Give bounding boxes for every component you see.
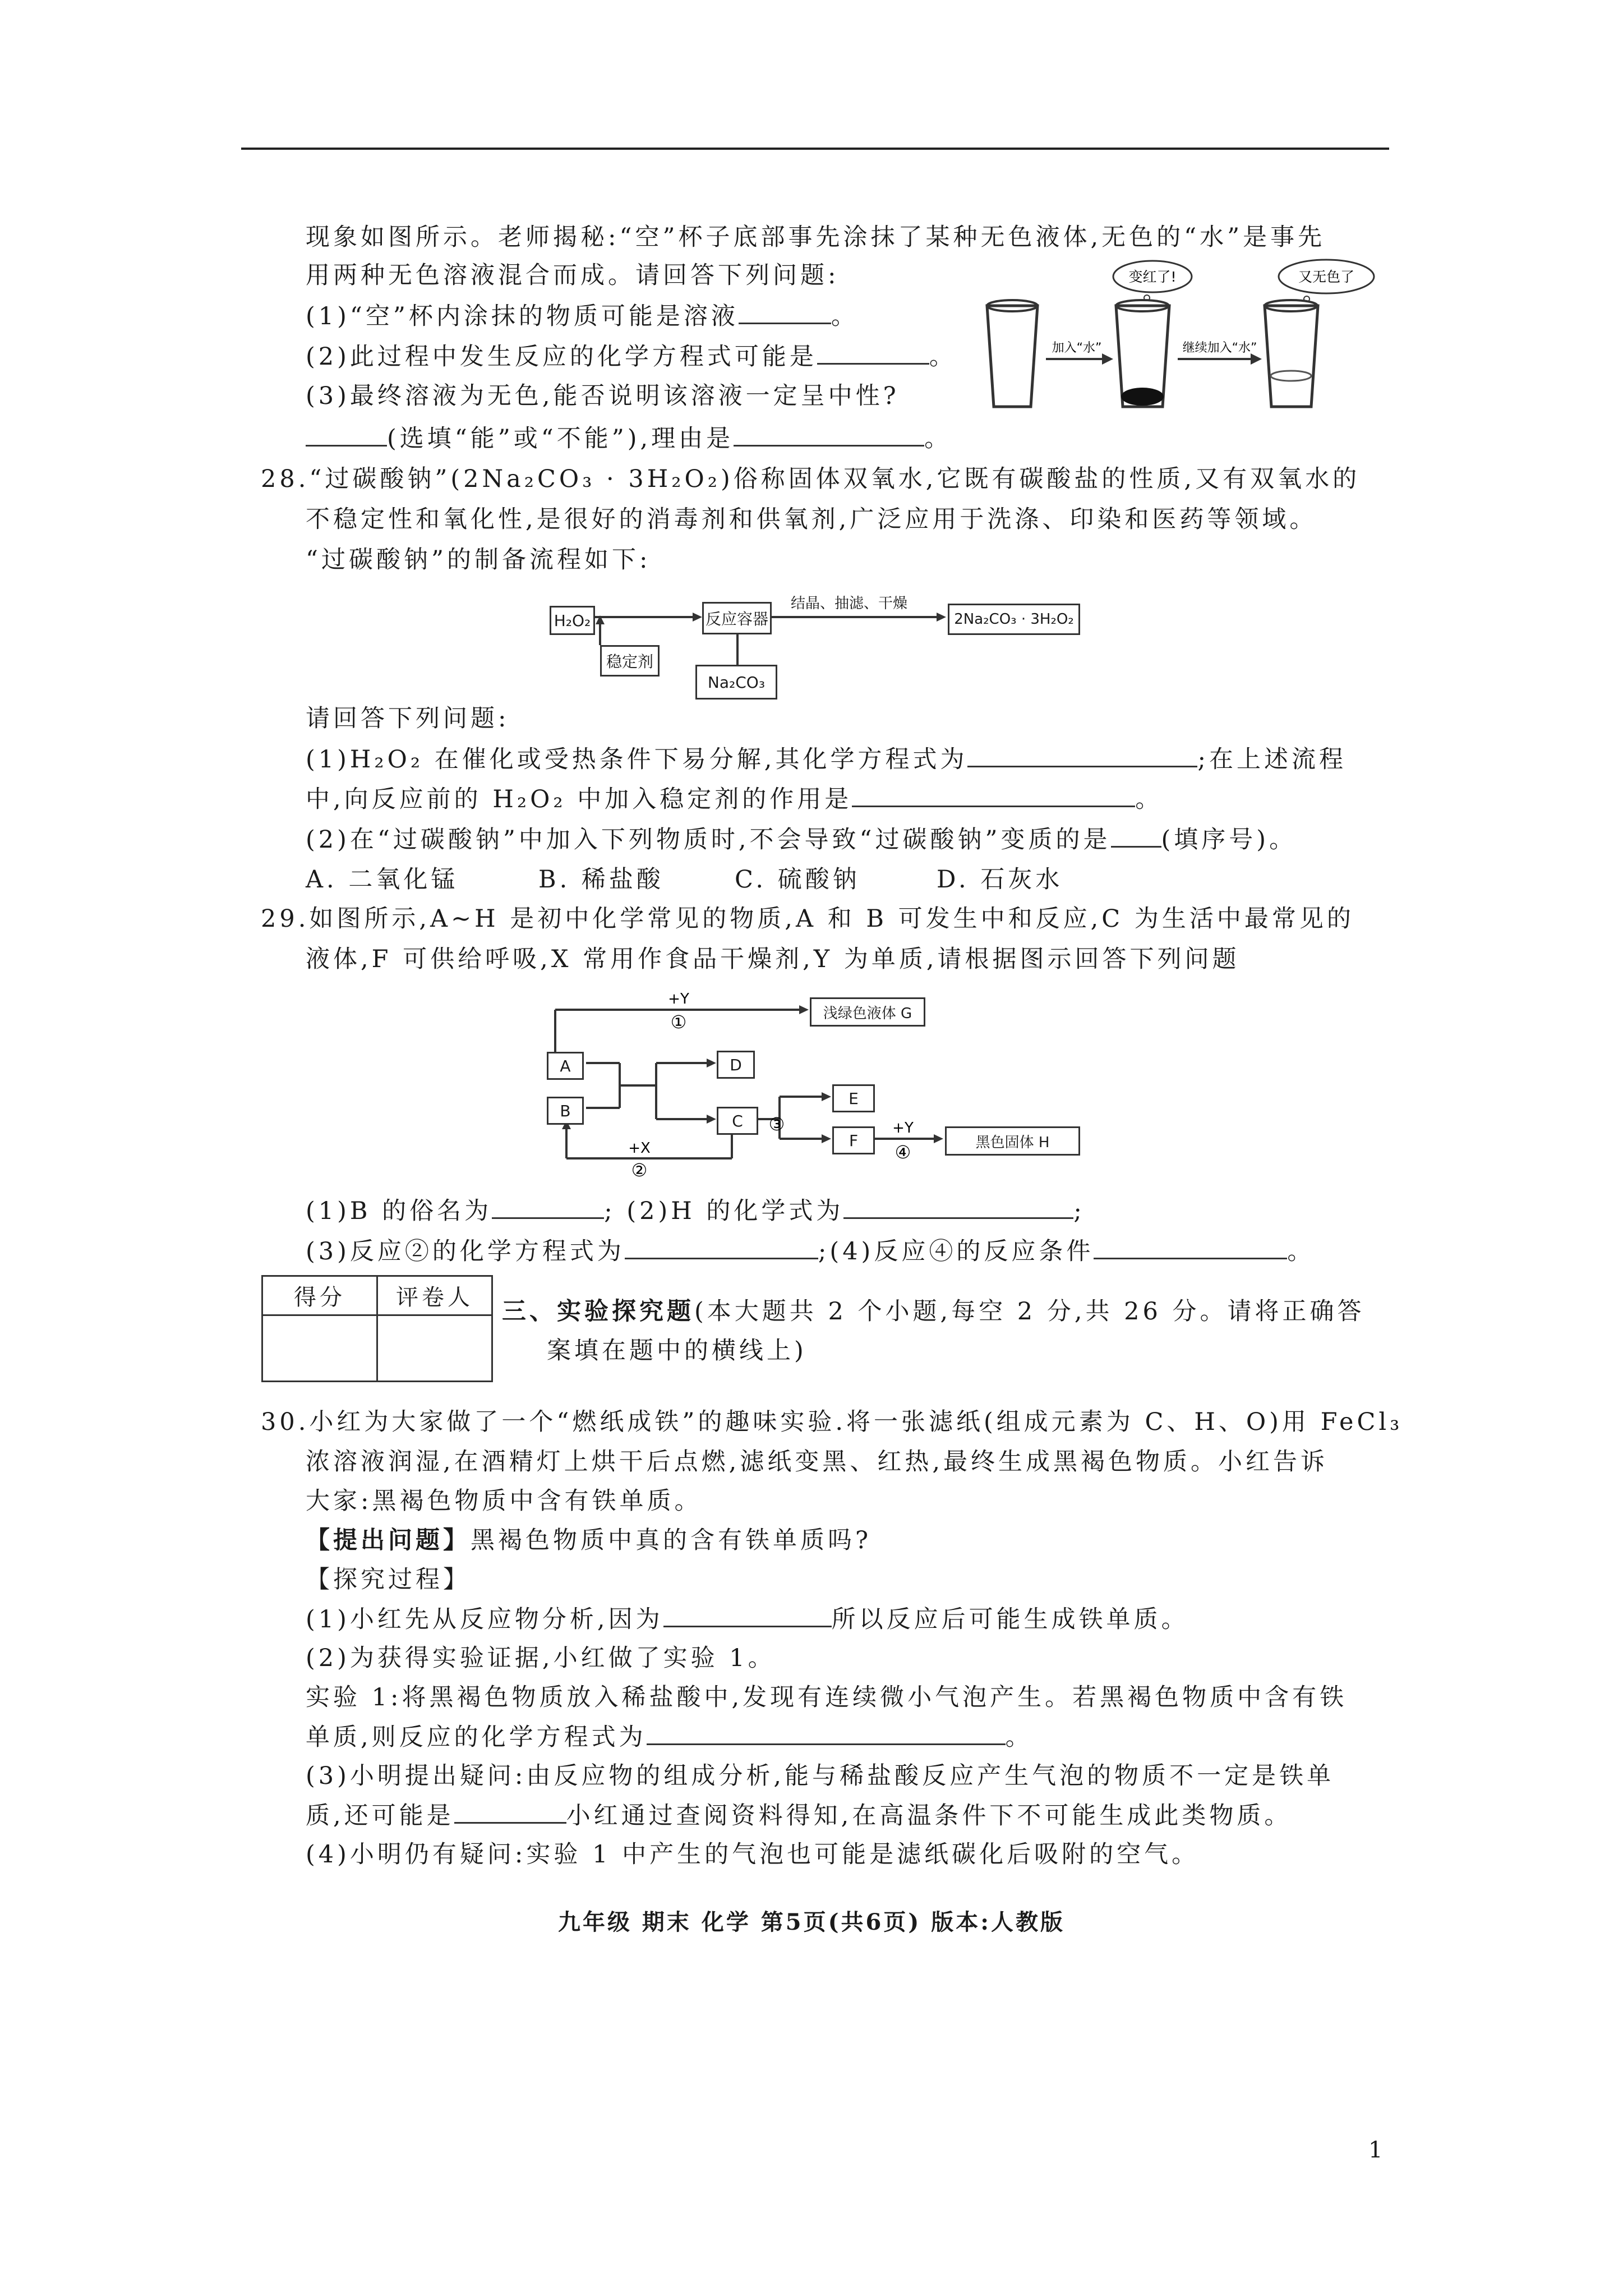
q30-part3a: (3)小明提出疑问:由反应物的组成分析,能与稀盐酸反应产生气泡的物质不一定是铁单 — [306, 1762, 1335, 1790]
q30-line3: 大家:黑褐色物质中含有铁单质。 — [306, 1487, 702, 1515]
flow-na2co3-box: Na₂CO₃ — [695, 665, 777, 700]
q30-process-label: 【探究过程】 — [306, 1566, 471, 1594]
q27-blank3b[interactable] — [734, 422, 924, 447]
q30-exp1-line2: 单质,则反应的化学方程式为 。 — [306, 1721, 1033, 1753]
arrow-add-water: 加入“水” — [1052, 341, 1102, 355]
q30-line2: 浓溶液润湿,在酒精灯上烘干后点燃,滤纸变黑、红热,最终生成黑褐色物质。小红告诉 — [306, 1448, 1329, 1476]
q28-option-b: B. 稀盐酸 — [538, 866, 664, 894]
score-label: 得分 — [262, 1276, 377, 1315]
q27-blank1[interactable] — [739, 300, 831, 324]
arrow-add-more-water: 继续加入“水” — [1182, 341, 1257, 355]
q29-line2: 液体,F 可供给呼吸,X 常用作食品干燥剂,Y 为单质,请根据图示回答下列问题 — [306, 945, 1240, 973]
q28-line1: 28.“过碳酸钠”(2Na₂CO₃ · 3H₂O₂)俗称固体双氧水,它既有碳酸盐的性质,又有双氧水的 — [261, 465, 1361, 493]
q28-option-c: C. 硫酸钠 — [735, 866, 860, 894]
q29-parts-3-4: (3)反应②的化学方程式为 ;(4)反应④的反应条件 。 — [306, 1235, 1315, 1267]
q30-part2: (2)为获得实验证据,小红做了实验 1。 — [306, 1644, 776, 1672]
q29-blank3[interactable] — [625, 1235, 818, 1259]
q28-blank1b[interactable] — [852, 783, 1135, 807]
page-number: 1 — [1368, 2137, 1383, 2163]
q28-blank2[interactable] — [1111, 823, 1161, 848]
q28-part1b: 中,向反应前的 H₂O₂ 中加入稳定剂的作用是 。 — [306, 783, 1163, 815]
q29-line1: 29.如图所示,A~H 是初中化学常见的物质,A 和 B 可发生中和反应,C 为生活中最常见的 — [261, 905, 1354, 933]
page-footer: 九年级 期末 化学 第5页(共6页) 版本:人教版 — [558, 1909, 1065, 1935]
q28-options — [306, 864, 1063, 895]
label-r3: ③ — [768, 1114, 785, 1135]
node-d: D — [717, 1051, 755, 1079]
node-a: A — [547, 1052, 584, 1080]
q30-question: 【提出问题】黑褐色物质中真的含有铁单质吗? — [306, 1526, 872, 1554]
label-r1: ① — [670, 1011, 687, 1033]
q30-part3b: 质,还可能是 小红通过查阅资料得知,在高温条件下不可能生成此类物质。 — [306, 1800, 1292, 1832]
label-plus-y-top: +Y — [668, 991, 689, 1007]
label-plus-x: +X — [628, 1140, 651, 1157]
node-b: B — [547, 1097, 584, 1125]
section3-desc2: 案填在题中的横线上) — [547, 1337, 807, 1365]
q30-blank3[interactable] — [454, 1800, 566, 1824]
header-rule — [241, 148, 1389, 150]
reviewer-label: 评卷人 — [377, 1276, 492, 1315]
flow-h2o2-box: H₂O₂ — [550, 606, 595, 635]
section3-heading: 三、实验探究题(本大题共 2 个小题,每空 2 分,共 26 分。请将正确答 — [502, 1297, 1365, 1326]
q28-blank1a[interactable] — [967, 743, 1197, 767]
score-table — [261, 1275, 493, 1382]
q29-blank2[interactable] — [843, 1195, 1073, 1219]
q27-part3b: (选填“能”或“不能”),理由是 。 — [306, 422, 952, 454]
q28-line2: 不稳定性和氧化性,是很好的消毒剂和供氧剂,广泛应用于洗涤、印染和医药等领域。 — [306, 505, 1317, 533]
q30-exp1-line1: 实验 1:将黑褐色物质放入稀盐酸中,发现有连续微小气泡产生。若黑褐色物质中含有铁 — [306, 1683, 1348, 1711]
q27-part1: (1)“空”杯内涂抹的物质可能是溶液 。 — [306, 300, 859, 332]
q29-blank4[interactable] — [1094, 1235, 1287, 1259]
label-r2: ② — [631, 1159, 648, 1181]
q28-part2: (2)在“过碳酸钠”中加入下列物质时,不会导致“过碳酸钠”变质的是 (填序号)。 — [306, 823, 1297, 855]
bubble-colorless: 又无色了 — [1298, 269, 1355, 285]
q27-part3: (3)最终溶液为无色,能否说明该溶液一定呈中性? — [306, 382, 900, 410]
q27-part2: (2)此过程中发生反应的化学方程式可能是 。 — [306, 341, 957, 372]
node-f: F — [832, 1126, 875, 1154]
q30-part1: (1)小红先从反应物分析,因为 所以反应后可能生成铁单质。 — [306, 1603, 1189, 1635]
label-r4: ④ — [895, 1142, 911, 1163]
q28-ask: 请回答下列问题: — [306, 705, 510, 733]
node-h: 黑色固体 H — [945, 1126, 1080, 1156]
score-cell[interactable] — [262, 1315, 377, 1382]
q30-blank2[interactable] — [647, 1721, 1006, 1745]
q30-line1: 30.小红为大家做了一个“燃纸成铁”的趣味实验.将一张滤纸(组成元素为 C、H、O)用 FeCl₃ — [261, 1408, 1403, 1436]
reviewer-cell[interactable] — [377, 1315, 492, 1382]
q28-part1a: (1)H₂O₂ 在催化或受热条件下易分解,其化学方程式为 ;在上述流程 — [306, 743, 1347, 775]
q29-parts-1-2: (1)B 的俗名为 ; (2)H 的化学式为 ; — [306, 1195, 1085, 1227]
q27-blank3a[interactable] — [306, 422, 387, 447]
flow-reactor-box: 反应容器 — [702, 602, 772, 634]
node-e: E — [832, 1084, 875, 1112]
q27-intro-line1: 现象如图所示。老师揭秘:“空”杯子底部事先涂抹了某种无色液体,无色的“水”是事先 — [306, 223, 1326, 251]
q27-blank2[interactable] — [817, 341, 929, 365]
flow-steps-label: 结晶、抽滤、干燥 — [791, 595, 908, 612]
q28-option-d: D. 石灰水 — [937, 866, 1063, 894]
q27-cups-figure — [976, 255, 1402, 418]
q27-intro-line2: 用两种无色溶液混合而成。请回答下列问题: — [306, 261, 840, 289]
node-g: 浅绿色液体 G — [810, 997, 925, 1027]
q30-part4: (4)小明仍有疑问:实验 1 中产生的气泡也可能是滤纸碳化后吸附的空气。 — [306, 1841, 1200, 1869]
flow-stabilizer-box: 稳定剂 — [600, 645, 660, 677]
q28-option-a: A. 二氧化锰 — [306, 866, 459, 894]
q29-blank1[interactable] — [492, 1195, 604, 1219]
bubble-red: 变红了! — [1128, 269, 1177, 285]
label-plus-y-bottom: +Y — [892, 1120, 914, 1137]
q28-line3: “过碳酸钠”的制备流程如下: — [306, 546, 651, 574]
q30-blank1[interactable] — [663, 1603, 832, 1627]
node-c: C — [717, 1107, 758, 1135]
flow-product-box: 2Na₂CO₃ · 3H₂O₂ — [948, 604, 1080, 635]
